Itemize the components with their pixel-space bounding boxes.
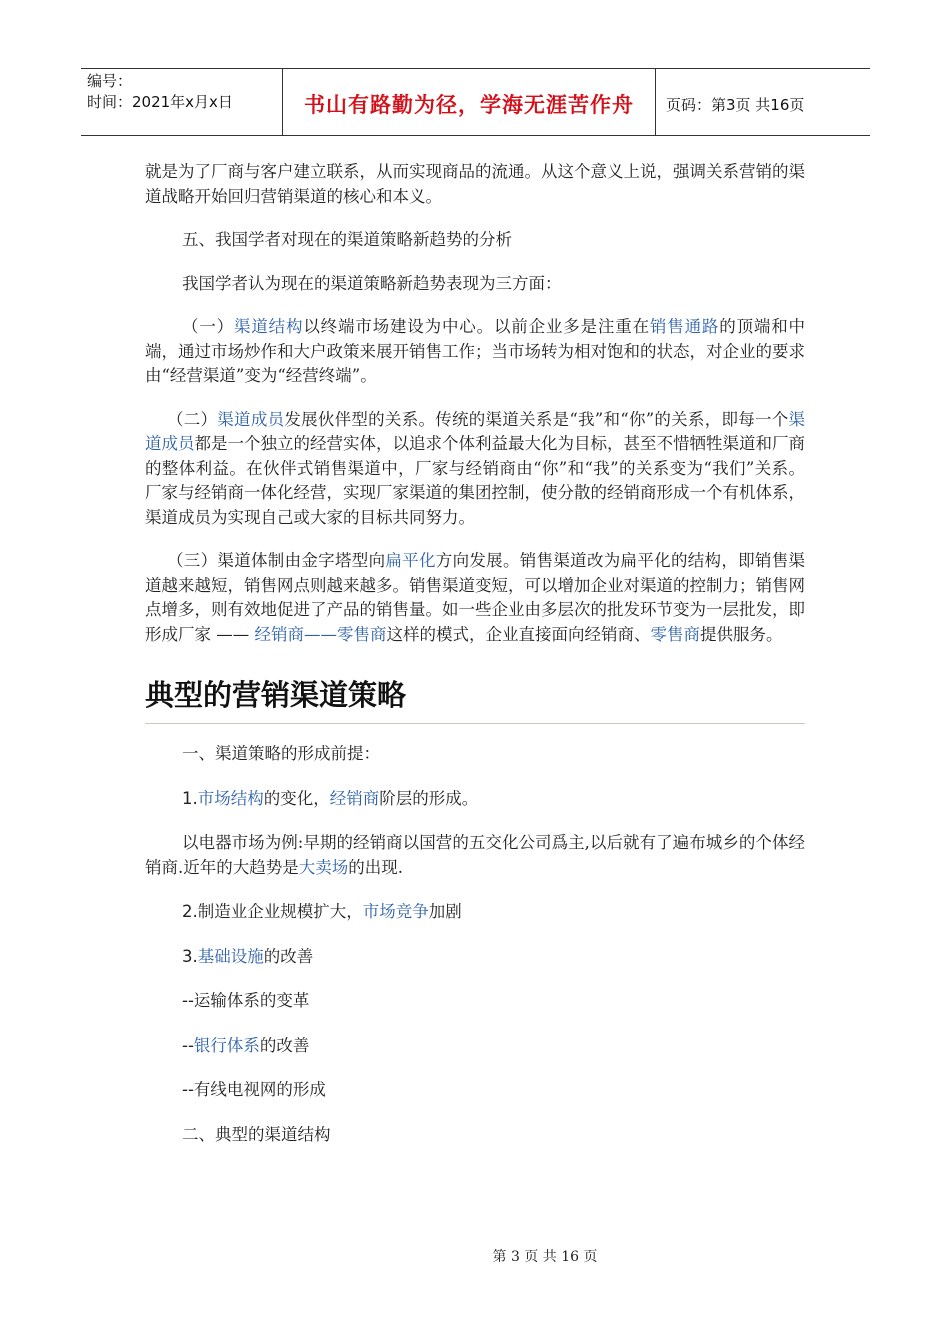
text: -- [182,991,194,1010]
paragraph-2: 五、我国学者对现在的渠道策略新趋势的分析 [182,230,512,249]
text: 方向发展。销售渠道改为扁平化的结构，即销售渠道越来越短，销售网点则越来越多。销售渠道变短，可以增加企业对渠道的控制力；销售网点增多，则有效地促进了产品的销售量。如一些企业由多层次的批发环节变为一层批发，即形成厂家 —— [145,551,806,644]
text: 以电器市场为例:早期的经销商以国营的五交化公司爲主,以后就有了遍布城乡的个体经销商.近年的大趋势是 [145,833,805,877]
text: 都是一个独立的经营实体，以追求个体利益最大化为目标，甚至不惜牺牲渠道和厂商的整体利益。在伙伴式销售渠道中，厂家与经销商由“你”和“我”的关系变为“我们”关系。厂家与经销商一体化经营，实现厂家渠道的集团控制，使分散的经销商形成一个有机体系，渠道成员为实现自己或大家的目标共同努力。 [145,434,805,527]
text: 1. [182,788,198,808]
text: 发展伙伴型的关系。传统的渠道关系是“我”和“你”的关系，即每一个 [284,409,789,429]
text: 提供服务。 [700,624,783,644]
page-header [81,68,870,136]
text: 的顶端和中端，通过市场炒作和大户政策来展开销售工作；当市场转为相对饱和的状态，对企业的要求由“经营渠道”变为“经营终端”。 [145,317,806,385]
link-infrastructure[interactable]: 基础设施 [197,946,264,966]
text: -- [182,1035,194,1055]
list-item [145,945,805,970]
text: 运输体系的变革 [193,991,310,1010]
paragraph-4 [145,315,805,389]
text: 的改善 [263,946,314,966]
list-item: 一、渠道策略的形成前提： [182,744,380,763]
text: 的出现. [348,857,403,877]
section-title: 典型的营销渠道策略 [145,675,805,724]
header-page-number: 页码：第3页 共16页 [666,95,805,114]
list-item [145,989,805,1014]
text: 这样的模式，企业直接面向经销商、 [386,624,651,644]
text: 有线电视网的形成 [193,1080,326,1099]
paragraph-1: 就是为了厂商与客户建立联系，从而实现商品的流通。从这个意义上说，强调关系营销的渠道战略开始回归营销渠道的核心和本义。 [145,162,805,206]
paragraph-6 [145,549,805,647]
link-distributor-3[interactable]: 经销商 [329,788,380,808]
list-item [145,831,805,880]
link-distributor[interactable]: 经销商 [254,624,304,644]
list-item [145,900,805,925]
header-time: 时间：2021年x月x日 [87,93,233,111]
list-item [145,787,805,812]
text: 的改善 [259,1035,310,1055]
text: （三）渠道体制由金字塔型向 [167,551,386,570]
link-market-competition[interactable]: 市场竞争 [362,902,429,921]
link-retailer[interactable]: 零售商 [337,624,387,644]
link-hypermarket[interactable]: 大卖场 [298,857,349,877]
header-meta [81,69,282,135]
page-footer: 第 3 页 共 16 页 [492,1249,598,1265]
list-item: 二、典型的渠道结构 [182,1124,331,1144]
text: 加剧 [428,902,462,921]
text: 阶层的形成。 [379,788,479,808]
document-body [145,160,805,1167]
list-item [145,1078,805,1103]
link-channel-structure[interactable]: 渠道结构 [234,317,304,336]
list-item [145,1034,805,1059]
header-motto: 书山有路勤为径，学海无涯苦作舟 [282,69,656,135]
link-sales-channel[interactable]: 销售通路 [649,317,720,336]
text: 3. [182,946,198,966]
text: —— [304,624,337,644]
paragraph-3: 我国学者认为现在的渠道策略新趋势表现为三方面： [182,273,562,293]
link-flattening[interactable]: 扁平化 [385,551,436,570]
link-banking-system[interactable]: 银行体系 [193,1035,260,1055]
text: 2. [182,902,198,921]
header-id: 编号： [87,72,133,90]
text: （一） [182,317,234,336]
text: 以终端市场建设为中心。以前企业多是注重在 [303,317,650,336]
link-market-structure[interactable]: 市场结构 [197,788,264,808]
link-channel-member-2[interactable]: 渠道成员 [145,409,806,453]
paragraph-5 [145,408,805,531]
text: -- [182,1080,194,1099]
text: （二） [167,409,218,429]
strategy-list [145,742,805,1147]
text: 制造业企业规模扩大， [197,902,363,921]
link-channel-member[interactable]: 渠道成员 [217,409,285,429]
link-retailer-2[interactable]: 零售商 [650,624,700,644]
text: 的变化， [263,788,330,808]
